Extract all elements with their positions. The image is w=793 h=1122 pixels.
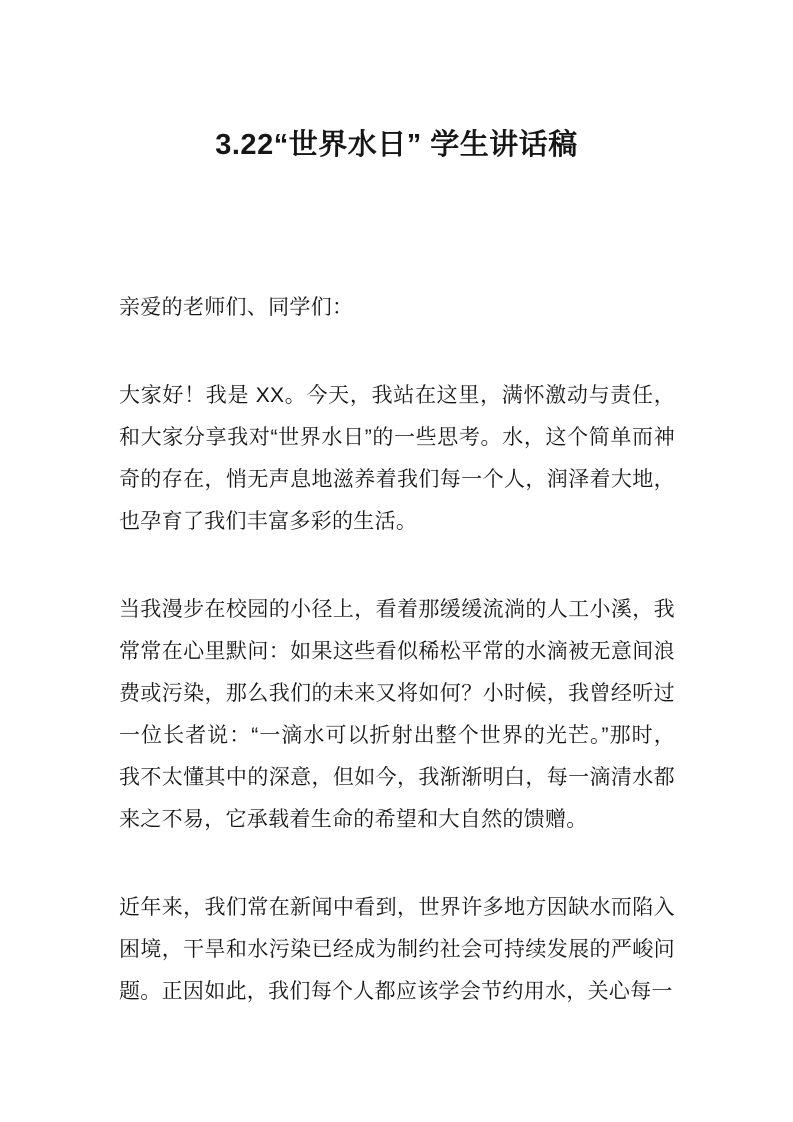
paragraph-1: 大家好！我是 XX。今天，我站在这里，满怀激动与责任，和大家分享我对“世界水日”的一些思考。水，这个简单而神奇的存在，悄无声息地滋养着我们每一个人，润泽着大地，也孕育了我们丰富多彩的生活。 [119, 384, 675, 533]
document-title: 3.22“世界水日” 学生讲话稿 [215, 129, 578, 161]
greeting-line: 亲爱的老师们、同学们： [119, 296, 354, 319]
document-body [119, 287, 675, 1013]
paragraph-3: 近年来，我们常在新闻中看到，世界许多地方因缺水而陷入困境，干旱和水污染已经成为制约社会可持续发展的严峻问题。正因如此，我们每个人都应该学会节约用水，关心每一 [119, 896, 675, 1003]
paragraph-2: 当我漫步在校园的小径上，看着那缓缓流淌的人工小溪，我常常在心里默问：如果这些看似稀松平常的水滴被无意间浪费或污染，那么我们的未来又将如何？小时候，我曾经听过一位长者说：“一滴水可以折射出整个世界的光芒。”那时，我不太懂其中的深意，但如今，我渐渐明白，每一滴清水都来之不易，它承载着生命的希望和大自然的馈赠。 [119, 598, 675, 831]
